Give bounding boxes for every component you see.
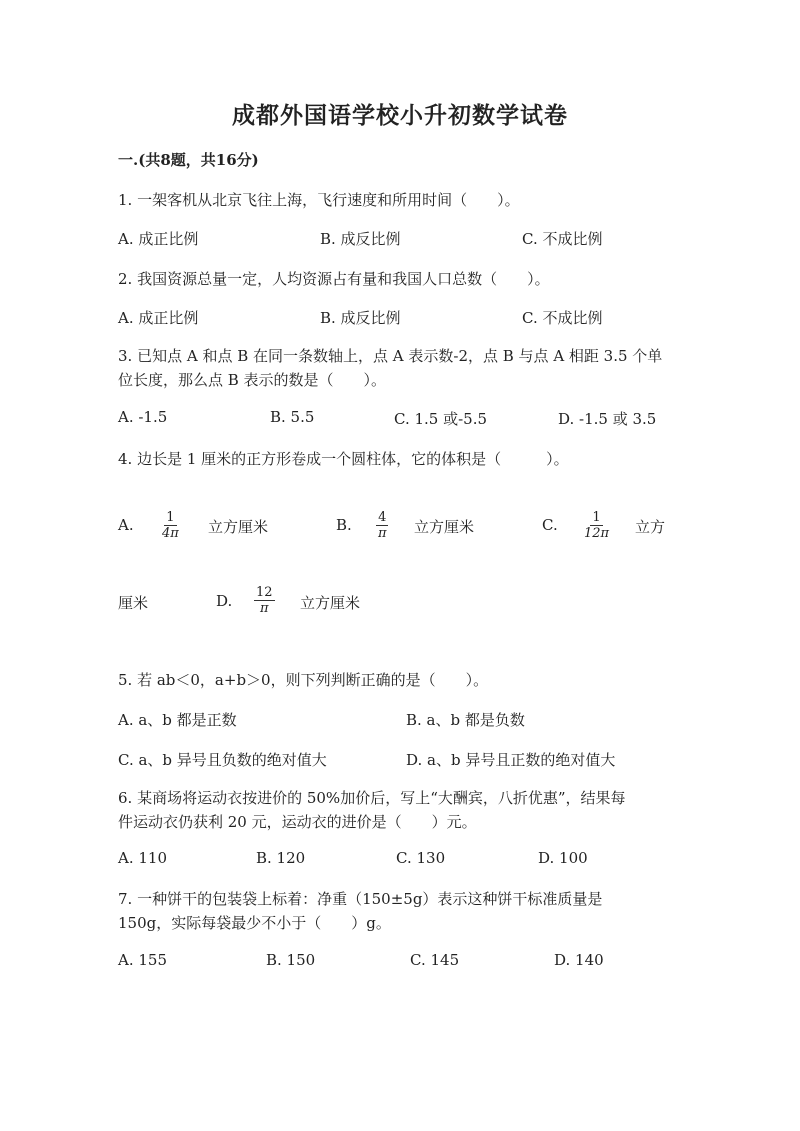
question-5: 5. 若 ab＜0，a+b＞0，则下列判断正确的是（ ）。 xyxy=(118,671,489,689)
q4-option-c-unit-continued: 厘米 xyxy=(118,594,149,612)
question-7-line-1: 7. 一种饼干的包装袋上标着：净重（150±5g）表示这种饼干标准质量是 xyxy=(118,890,603,908)
fraction-denominator: π xyxy=(260,601,269,616)
q4-option-c-fraction xyxy=(582,510,611,541)
question-3-line-2: 位长度，那么点 B 表示的数是（ ）。 xyxy=(118,371,387,389)
question-2: 2. 我国资源总量一定，人均资源占有量和我国人口总数（ ）。 xyxy=(118,270,550,288)
fraction-numerator: 4 xyxy=(378,510,387,525)
q7-option-c: C. 145 xyxy=(410,951,460,969)
fraction-numerator: 12 xyxy=(256,585,273,600)
fraction-numerator: 1 xyxy=(166,510,175,525)
q6-option-a: A. 110 xyxy=(118,849,167,867)
q5-option-d: D. a、b 异号且正数的绝对值大 xyxy=(406,751,616,769)
question-6-line-1: 6. 某商场将运动衣按进价的 50%加价后，写上“大酬宾，八折优惠”，结果每 xyxy=(118,789,626,807)
q2-option-b: B. 成反比例 xyxy=(320,309,401,327)
q4-option-c-unit: 立方 xyxy=(635,518,666,536)
question-4: 4. 边长是 1 厘米的正方形卷成一个圆柱体，它的体积是（ ）。 xyxy=(118,450,569,468)
q6-option-d: D. 100 xyxy=(538,849,588,867)
q3-option-d: D. -1.5 或 3.5 xyxy=(558,410,657,428)
q7-option-a: A. 155 xyxy=(118,951,167,969)
question-6-line-2: 件运动衣仍获利 20 元，运动衣的进价是（ ）元。 xyxy=(118,813,477,831)
q6-option-b: B. 120 xyxy=(256,849,306,867)
q1-option-a: A. 成正比例 xyxy=(118,230,199,248)
question-7-line-2: 150g，实际每袋最少不小于（ ）g。 xyxy=(118,914,391,932)
q3-option-a: A. -1.5 xyxy=(118,408,168,426)
q3-option-c: C. 1.5 或-5.5 xyxy=(394,410,488,428)
q7-option-b: B. 150 xyxy=(266,951,316,969)
fraction-denominator: 12π xyxy=(584,526,610,541)
q4-option-a-fraction xyxy=(160,510,181,541)
q4-option-b-label: B. xyxy=(336,516,352,534)
q5-option-a: A. a、b 都是正数 xyxy=(118,711,237,729)
q4-option-d-fraction xyxy=(254,585,275,616)
q1-option-b: B. 成反比例 xyxy=(320,230,401,248)
question-1: 1. 一架客机从北京飞往上海，飞行速度和所用时间（ ）。 xyxy=(118,191,520,209)
q2-option-a: A. 成正比例 xyxy=(118,309,199,327)
q4-option-a-label: A. xyxy=(118,516,134,534)
q1-option-c: C. 不成比例 xyxy=(522,230,603,248)
q4-option-c-label: C. xyxy=(542,516,558,534)
q4-option-b-fraction xyxy=(376,510,389,541)
fraction-denominator: π xyxy=(378,526,387,541)
q4-option-a-unit: 立方厘米 xyxy=(208,518,269,536)
q4-option-d-label: D. xyxy=(216,592,233,610)
page-title: 成都外国语学校小升初数学试卷 xyxy=(232,102,568,129)
q7-option-d: D. 140 xyxy=(554,951,604,969)
q6-option-c: C. 130 xyxy=(396,849,446,867)
fraction-numerator: 1 xyxy=(592,510,601,525)
q2-option-c: C. 不成比例 xyxy=(522,309,603,327)
q3-option-b: B. 5.5 xyxy=(270,408,315,426)
q4-option-b-unit: 立方厘米 xyxy=(414,518,475,536)
q5-option-c: C. a、b 异号且负数的绝对值大 xyxy=(118,751,327,769)
q4-option-d-unit: 立方厘米 xyxy=(300,594,361,612)
section-heading: 一.(共8题，共16分) xyxy=(118,151,259,169)
q5-option-b: B. a、b 都是负数 xyxy=(406,711,525,729)
fraction-denominator: 4π xyxy=(162,526,179,541)
question-3-line-1: 3. 已知点 A 和点 B 在同一条数轴上，点 A 表示数-2，点 B 与点 A 相距 3.5 个单 xyxy=(118,347,663,365)
